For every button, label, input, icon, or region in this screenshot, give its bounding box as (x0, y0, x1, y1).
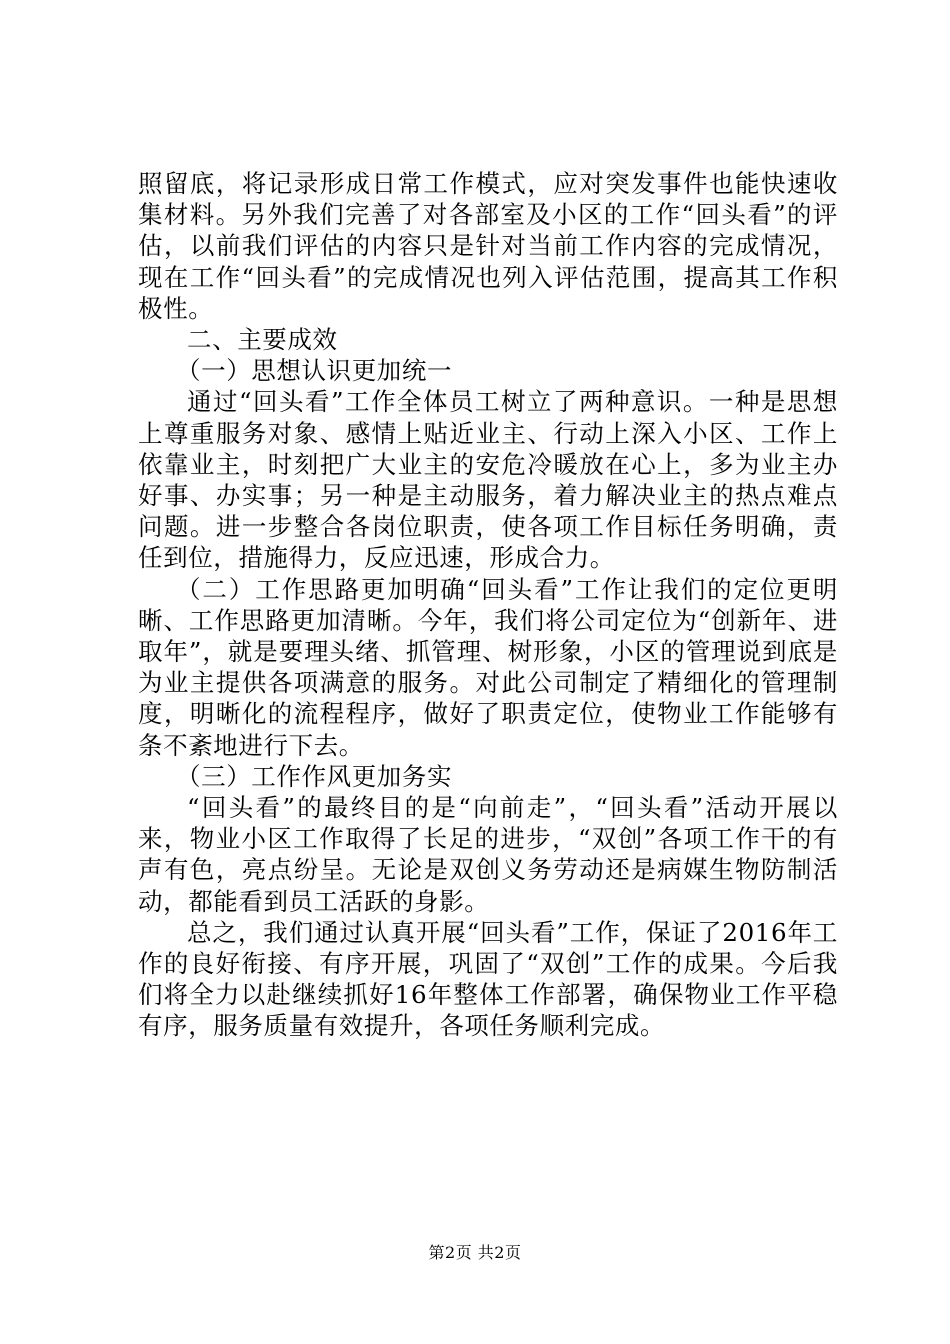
paragraph-continuation: 照留底，将记录形成日常工作模式，应对突发事件也能快速收集材料。另外我们完善了对各部室及小区的工作“回头看”的评估，以前我们评估的内容只是针对当前工作内容的完成情况，现在工作“回头看”的完成情况也列入评估范围，提高其工作积极性。 (138, 169, 838, 323)
section-heading-main-results: 二、主要成效 (187, 325, 338, 355)
paragraph-work-ideas-clearer: （二）工作思路更加明确“回头看”工作让我们的定位更明晰、工作思路更加清晰。今年，我们将公司定位为“创新年、进取年”，就是要理头绪、抓管理、树形象，小区的管理说到底是为业主提供各项满意的服务。对此公司制定了精细化的管理制度，明晰化的流程程序，做好了职责定位，使物业工作能够有条不紊地进行下去。 (138, 574, 838, 760)
document-body (138, 168, 838, 1042)
subheading-work-style-practical: （三）工作作风更加务实 (176, 761, 453, 791)
paragraph-two-awareness: 通过“回头看”工作全体员工树立了两种意识。一种是思想上尊重服务对象、感情上贴近业主、行动上深入小区、工作上依靠业主，时刻把广大业主的安危冷暖放在心上，多为业主办好事、办实事；另一种是主动服务，着力解决业主的热点难点问题。进一步整合各岗位职责，使各项工作目标任务明确，责任到位，措施得力，反应迅速，形成合力。 (138, 387, 838, 573)
page-number-footer: 第2页 共2页 (428, 1243, 522, 1262)
paragraph-look-back-goal: “回头看”的最终目的是“向前走”，“回头看”活动开展以来，物业小区工作取得了长足的进步，“双创”各项工作干的有声有色，亮点纷呈。无论是双创义务劳动还是病媒生物防制活动，都能看到员工活跃的身影。 (138, 793, 838, 916)
paragraph-conclusion: 总之，我们通过认真开展“回头看”工作，保证了2016年工作的良好衔接、有序开展，巩固了“双创”工作的成果。今后我们将全力以赴继续抓好16年整体工作部署，确保物业工作平稳有序，服务质量有效提升，各项任务顺利完成。 (138, 917, 838, 1041)
subheading-thinking-unified: （一）思想认识更加统一 (176, 356, 453, 386)
